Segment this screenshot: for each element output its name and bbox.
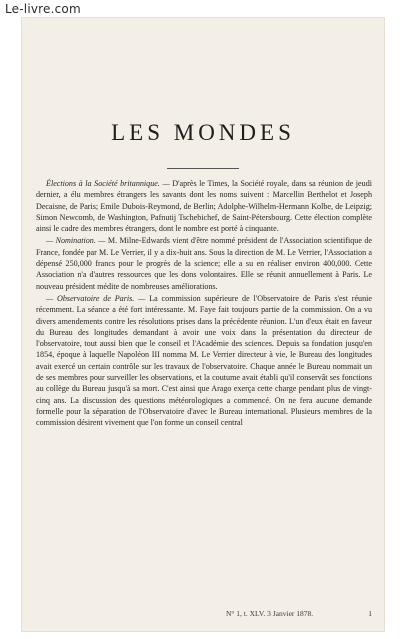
paragraph-lead: — Observatoire de Paris. — [46,293,146,303]
article-body [36,178,372,430]
title-rule [167,168,239,169]
paragraph-observatoire [36,293,372,429]
page-number: 1 [368,609,372,618]
scanned-page [22,18,384,631]
page-title: LES MONDES [111,120,295,145]
paragraph-text: La commission supérieure de l'Observatoire de Paris s'est réunie récemment. La séance a été fort intéressante. M. Faye fait toujours partie de la commission. On a vu divers amendements contre les résolutions prises dans la précédente réunion. L'un d'eux était en faveur du Bureau des longitudes demandant à avoir une voix dans la présentation du directeur de l'observatoire, tout aussi bien que le conseil et l'Académie des sciences. Depuis sa fondation jusqu'en 1854, époque à laquelle Napoléon III nomma M. Le Verrier directeur à vie, le Bureau des longitudes avait exercé un certain contrôle sur les travaux de l'observatoire. Chaque année le Bureau nommait un de ses membres pour surveiller les observations, et la coutume avait établi qu'il conservât ses fonctions au collège du Bureau jusqu'à sa mort. C'est ainsi que Arago exerça cette charge pendant plus de vingt-cinq ans. La discussion des questions météorologiques a commencé. On ne fera aucune demande formelle pour la séparation de l'Observatoire d'avec le Bureau international. Plusieurs membres de la commission désirent vivement que l'on forme un conseil central [36,293,372,428]
paragraph-lead: — Nomination. — [46,236,106,246]
paragraph-text: D'après le Times, la Société royale, dans sa réunion de jeudi dernier, a élu membres étrangers les savants dont les noms suivent : Marcellin Berthelot et Joseph Decaisne, de Paris; Emile Dubois-Reymond, de Berlin; Adolphe-Wilhelm-Hermann Kolbe, de Leipzig; Simon Newcomb, de Washington, Pafnutij Tschebichef, de Saint-Pétersbourg. Cette élection complète ainsi le cadre des membres étrangers, dont le nombre est porté à cinquante. [36,179,372,234]
paragraph-nomination [36,235,372,291]
paragraph-text: M. Milne-Edwards vient d'être nommé président de l'Association scientifique de France, fondée par M. Le Verrier, il y a dix-huit ans. Sous la direction de M. Le Verrier, l'Association a dépensé 250,000 francs pour le progrès de la science; elle a su en réaliser environ 400,000. Cette Association n'a d'autres ressources que les dons volontaires. Elle se réunit annuellement à Paris. Le nouveau président médite de nombreuses améliorations. [36,236,372,291]
paragraph-elections [36,178,372,234]
issue-line: N° 1, t. XLV. 3 Janvier 1878. [226,609,314,618]
paragraph-lead: Élections à la Société britannique. — [46,179,170,188]
site-watermark: Le-livre.com [2,2,84,16]
